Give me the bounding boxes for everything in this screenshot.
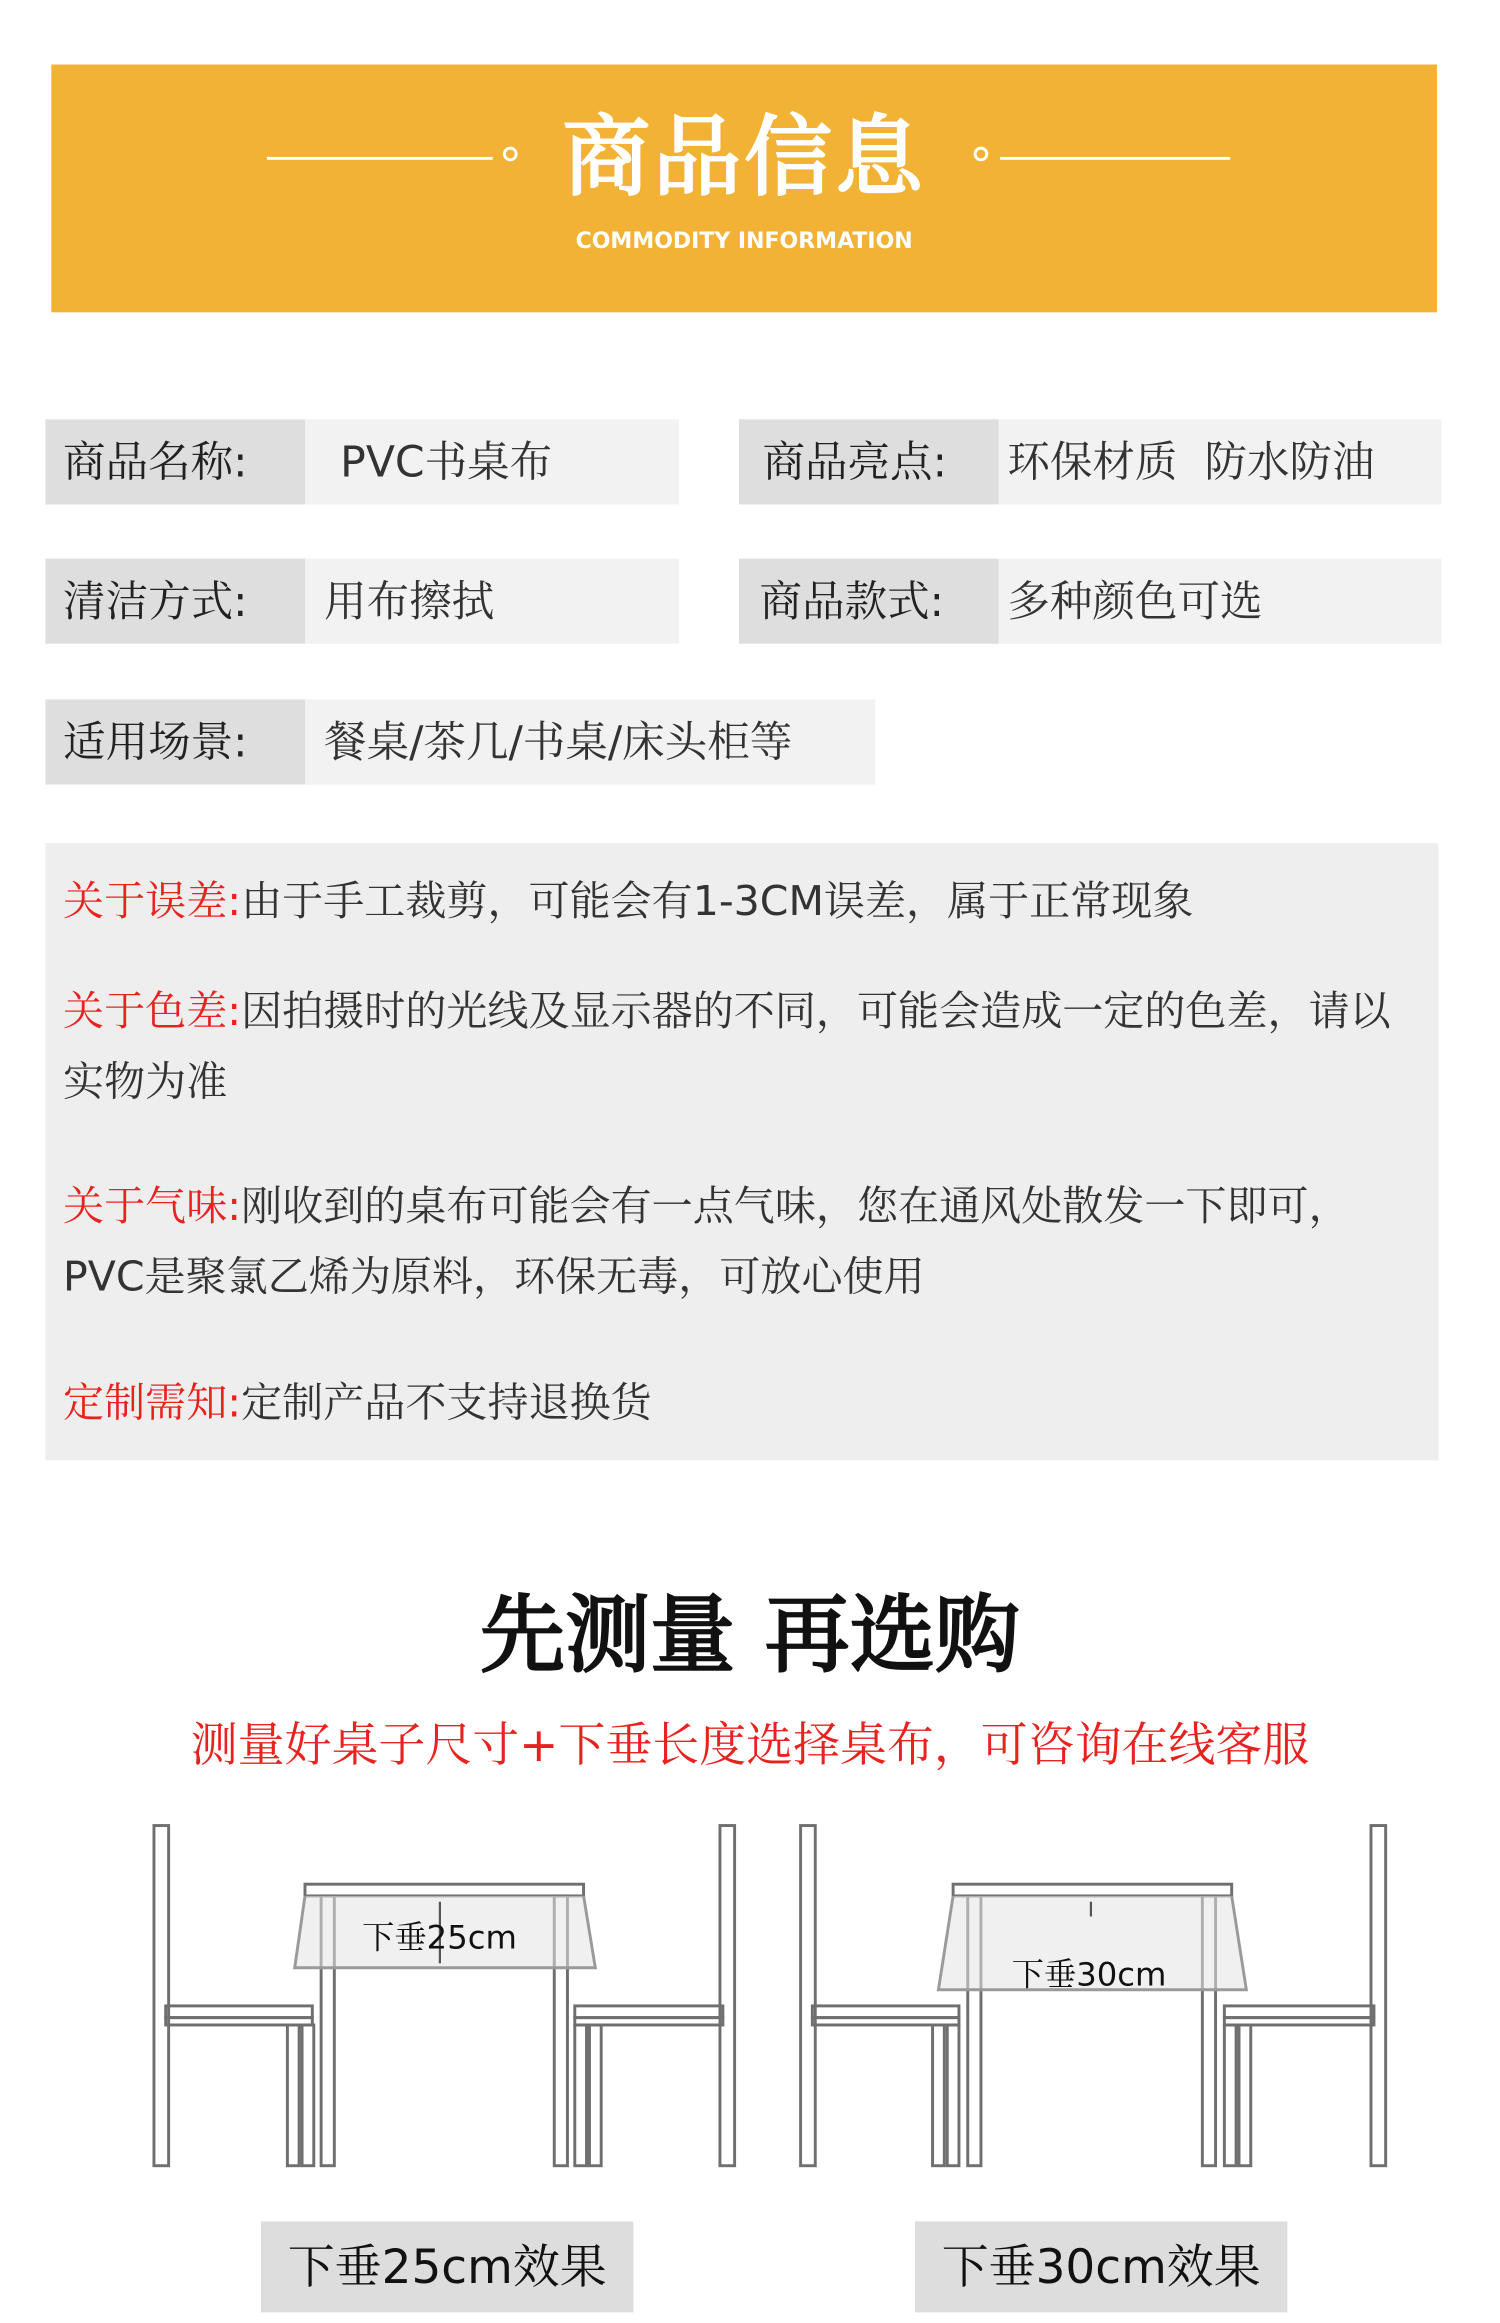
info-product-name — [45, 419, 678, 504]
notes-panel — [45, 843, 1438, 1460]
note-text: 刚收到的桌布可能会有一点气味，您在通风处散发一下即可，PVC是聚氯乙烯为原料，环保无毒，可放心使用 — [63, 1181, 1350, 1301]
drop-label-30: 下垂30cm — [1011, 1955, 1167, 1994]
info-label: 商品亮点: — [739, 419, 999, 504]
caption-25cm: 下垂25cm效果 — [261, 2221, 633, 2312]
info-usage-scenes — [45, 699, 875, 784]
note-key: 关于色差: — [63, 986, 242, 1036]
note-text: 由于手工裁剪，可能会有1-3CM误差，属于正常现象 — [241, 876, 1194, 926]
info-product-highlight — [739, 419, 1441, 504]
info-cleaning — [45, 559, 678, 644]
measure-subtitle: 测量好桌子尺寸+下垂长度选择桌布，可咨询在线客服 — [190, 1717, 1310, 1773]
info-value: 餐桌/茶几/书桌/床头柜等 — [324, 717, 793, 767]
drop-label-25: 下垂25cm — [362, 1918, 517, 1957]
note-text: 定制产品不支持退换货 — [241, 1378, 652, 1427]
info-label: 适用场景: — [45, 699, 305, 784]
info-value: PVC书桌布 — [340, 436, 553, 487]
note-key: 定制需知: — [63, 1378, 242, 1427]
info-label: 商品款式: — [739, 559, 999, 644]
diagram-25cm-illustration — [154, 1826, 735, 2166]
info-product-style — [739, 559, 1441, 644]
note-color-difference — [63, 977, 1427, 1118]
note-odor — [63, 1172, 1427, 1313]
caption-30cm: 下垂30cm效果 — [915, 2221, 1287, 2312]
note-error — [63, 867, 1427, 937]
info-label: 商品名称: — [45, 419, 305, 504]
info-value: 用布擦拭 — [324, 576, 495, 627]
note-key: 关于误差: — [63, 876, 242, 926]
info-value: 环保材质 防水防油 — [1007, 436, 1375, 487]
measure-title: 先测量 再选购 — [480, 1585, 1020, 1685]
section-banner — [51, 65, 1437, 313]
diagram-30cm-illustration — [801, 1826, 1386, 2166]
note-custom — [63, 1368, 1427, 1438]
banner-subtitle: COMMODITY INFORMATION — [575, 227, 913, 254]
note-text: 因拍摄时的光线及显示器的不同，可能会造成一定的色差，请以实物为准 — [63, 986, 1391, 1106]
banner-title: 商品信息 — [562, 107, 926, 210]
info-value: 多种颜色可选 — [1007, 576, 1263, 627]
info-label: 清洁方式: — [45, 559, 305, 644]
measurement-diagrams — [0, 1811, 1500, 2192]
note-key: 关于气味: — [63, 1181, 242, 1231]
